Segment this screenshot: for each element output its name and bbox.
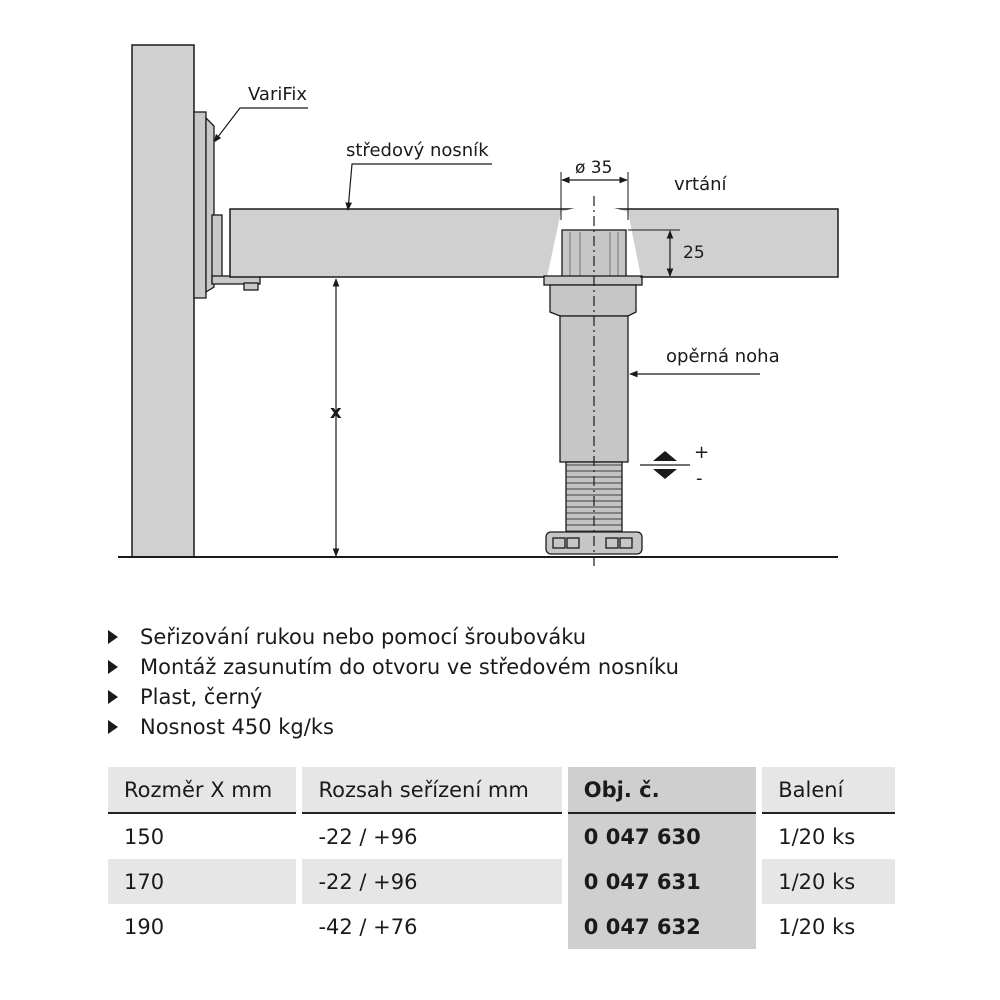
x-dimension-label: x (330, 402, 342, 423)
height-adjust-icon (640, 451, 690, 479)
cell-order-number: 0 047 632 (568, 904, 756, 949)
cell-size-x: 190 (108, 904, 296, 949)
depth-label: 25 (683, 243, 705, 263)
cell-packaging: 1/20 ks (762, 859, 895, 904)
wall (132, 45, 194, 557)
table-row (108, 859, 895, 904)
cell-packaging: 1/20 ks (762, 904, 895, 949)
center-beam-label: středový nosník (346, 140, 489, 161)
support-leg-label: opěrná noha (666, 346, 780, 367)
cell-adjust-range: -22 / +96 (302, 813, 561, 859)
diameter-label: ø 35 (575, 158, 613, 178)
bullet-triangle-icon (108, 660, 118, 674)
varifix-label: VariFix (248, 84, 308, 105)
feature-item (108, 682, 679, 712)
header-packaging: Balení (762, 767, 895, 813)
cell-order-number: 0 047 630 (568, 813, 756, 859)
support-leg (544, 230, 642, 554)
cell-size-x: 150 (108, 813, 296, 859)
feature-item (108, 652, 679, 682)
center-beam (230, 209, 838, 277)
cell-adjust-range: -42 / +76 (302, 904, 561, 949)
feature-text: Montáž zasunutím do otvoru ve středovém nosníku (140, 655, 679, 679)
minus-label: - (696, 468, 703, 489)
feature-text: Seřizování rukou nebo pomocí šroubováku (140, 625, 587, 649)
plus-label: + (694, 442, 710, 463)
feature-item (108, 712, 679, 742)
cell-order-number: 0 047 631 (568, 859, 756, 904)
center-beam-leader (348, 164, 492, 210)
bullet-triangle-icon (108, 720, 118, 734)
table-row (108, 813, 895, 859)
feature-item (108, 622, 679, 652)
cell-adjust-range: -22 / +96 (302, 859, 561, 904)
bullet-triangle-icon (108, 630, 118, 644)
feature-text: Plast, černý (140, 685, 263, 709)
cell-size-x: 170 (108, 859, 296, 904)
cell-packaging: 1/20 ks (762, 813, 895, 859)
table-row (108, 904, 895, 949)
bullet-triangle-icon (108, 690, 118, 704)
spec-table (108, 767, 895, 949)
header-size-x: Rozměr X mm (108, 767, 296, 813)
feature-text: Nosnost 450 kg/ks (140, 715, 334, 739)
feature-list (108, 622, 679, 742)
drilling-label: vrtání (674, 174, 727, 195)
table-header-row (108, 767, 895, 813)
varifix-leader (214, 108, 308, 142)
header-adjust-range: Rozsah seřízení mm (302, 767, 561, 813)
header-order-number: Obj. č. (568, 767, 756, 813)
